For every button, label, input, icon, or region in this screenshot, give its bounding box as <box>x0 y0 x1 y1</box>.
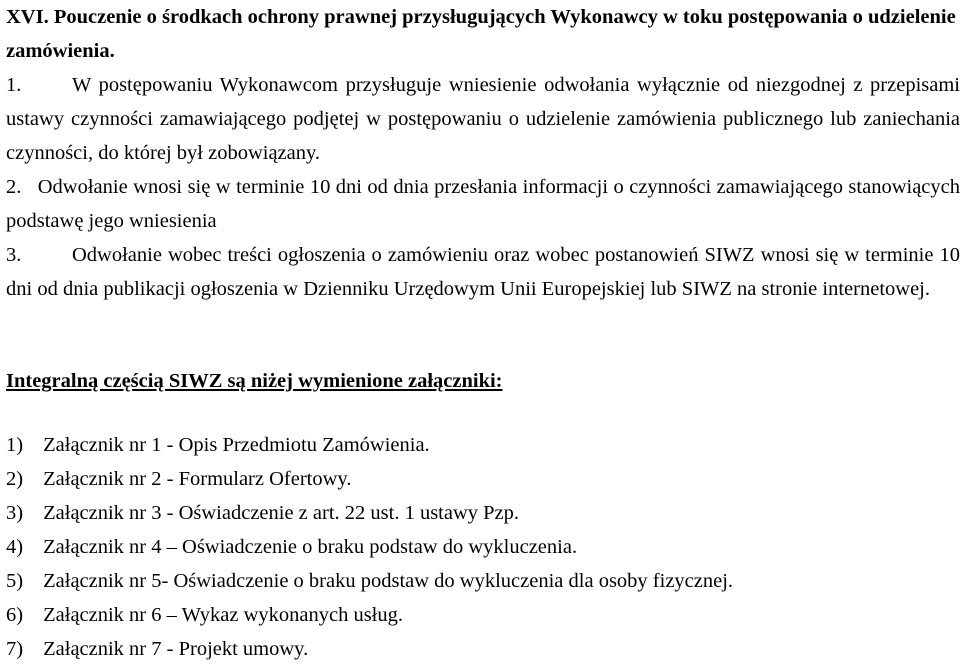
list-item <box>6 530 733 564</box>
point-1-text: W postępowaniu Wykonawcom przysługuje wniesienie odwołania wyłącznie od niezgodnej z przepisami ustawy czynności zamawiającego podjętej w postępowaniu o udzielenie zamówienia publicznego lub zaniechania czynności, do której był zobowiązany. <box>6 74 960 164</box>
list-item-number: 3) <box>6 502 24 524</box>
list-item <box>6 632 733 666</box>
point-1-number: 1. <box>6 74 22 96</box>
document-page <box>6 0 960 660</box>
attachments-list <box>6 428 733 666</box>
list-item <box>6 428 733 462</box>
point-3-number: 3. <box>6 244 22 266</box>
point-3-text: Odwołanie wobec treści ogłoszenia o zamówieniu oraz wobec postanowień SIWZ wnosi się w terminie 10 dni od dnia publikacji ogłoszenia w Dzienniku Urzędowym Unii Europejskiej lub SIWZ na stronie internetowej. <box>6 244 960 300</box>
list-item-text: Załącznik nr 1 - Opis Przedmiotu Zamówienia. <box>43 434 430 456</box>
list-item-number: 7) <box>6 638 24 660</box>
list-item-text: Załącznik nr 6 – Wykaz wykonanych usług. <box>43 604 404 626</box>
list-item <box>6 598 733 632</box>
list-item <box>6 496 733 530</box>
attachments-title: Integralną częścią SIWZ są niżej wymienione załączniki: <box>6 370 503 392</box>
list-item-number: 6) <box>6 604 24 626</box>
list-item-text: Załącznik nr 4 – Oświadczenie o braku podstaw do wykluczenia. <box>43 536 578 558</box>
list-item <box>6 564 733 598</box>
list-item-text: Załącznik nr 7 - Projekt umowy. <box>43 638 309 660</box>
list-item-text: Załącznik nr 5- Oświadczenie o braku podstaw do wykluczenia dla osoby fizycznej. <box>43 570 734 592</box>
list-item-number: 5) <box>6 570 24 592</box>
list-item-number: 1) <box>6 434 24 456</box>
section-heading: XVI. Pouczenie o środkach ochrony prawnej przysługujących Wykonawcy w toku postępowania o udzielenie zamówienia. <box>6 6 956 62</box>
list-item-number: 4) <box>6 536 24 558</box>
point-2-number: 2. <box>6 176 22 198</box>
point-2-text: Odwołanie wnosi się w terminie 10 dni od dnia przesłania informacji o czynności zamawiającego stanowiących podstawę jego wniesienia <box>6 176 960 232</box>
point-2 <box>6 170 960 238</box>
list-item-number: 2) <box>6 468 24 490</box>
point-3 <box>6 238 960 306</box>
point-1 <box>6 68 960 170</box>
list-item <box>6 462 733 496</box>
list-item-text: Załącznik nr 2 - Formularz Ofertowy. <box>43 468 352 490</box>
list-item-text: Załącznik nr 3 - Oświadczenie z art. 22 ust. 1 ustawy Pzp. <box>43 502 520 524</box>
